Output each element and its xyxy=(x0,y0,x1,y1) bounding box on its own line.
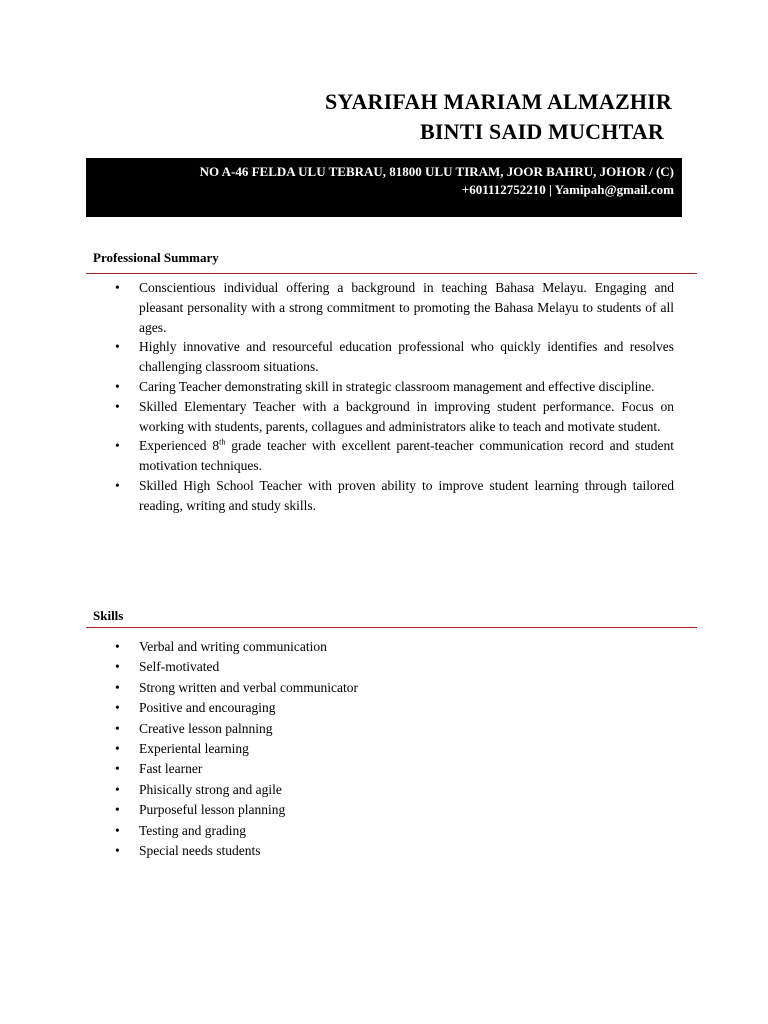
summary-item: • Skilled Elementary Teacher with a background in improving student performance. Focus on working with students, parents, collagues and administrators alike to teach and motivate student. xyxy=(139,397,674,437)
summary-list xyxy=(139,278,674,516)
contact-banner xyxy=(86,158,682,217)
skill-item: • Verbal and writing communication xyxy=(139,637,674,657)
name-line-2: BINTI SAID MUCHTAR xyxy=(420,119,664,144)
summary-item: • Skilled High School Teacher with proven ability to improve student learning through tailored reading, writing and study skills. xyxy=(139,476,674,516)
skill-item: • Creative lesson palnning xyxy=(139,719,674,739)
summary-item: • Caring Teacher demonstrating skill in strategic classroom management and effective discipline. xyxy=(139,377,674,397)
skill-item: • Experiental learning xyxy=(139,739,674,759)
skills-divider xyxy=(86,627,697,628)
summary-divider xyxy=(86,273,697,274)
skill-item: • Special needs students xyxy=(139,841,674,861)
skill-item: • Strong written and verbal communicator xyxy=(139,678,674,698)
summary-item xyxy=(139,436,674,476)
summary-item: • Highly innovative and resourceful education professional who quickly identifies and resolves challenging classroom situations. xyxy=(139,337,674,377)
skill-item: • Testing and grading xyxy=(139,821,674,841)
skills-heading: Skills xyxy=(93,608,124,623)
ordinal-suffix: th xyxy=(219,437,226,447)
skill-item: • Phisically strong and agile xyxy=(139,780,674,800)
skill-item: • Purposeful lesson planning xyxy=(139,800,674,820)
summary-item-text: grade teacher with excellent parent-teacher communication record and student motivation techniques. xyxy=(139,438,674,474)
skills-list xyxy=(139,637,674,861)
summary-heading: Professional Summary xyxy=(93,250,219,265)
skill-item: • Fast learner xyxy=(139,759,674,779)
skill-item: • Positive and encouraging xyxy=(139,698,674,718)
contact-phone-email: +601112752210 | Yamipah@gmail.com xyxy=(461,182,674,197)
contact-address: NO A-46 FELDA ULU TEBRAU, 81800 ULU TIRAM, JOOR BAHRU, JOHOR / (C) xyxy=(199,164,674,179)
summary-item-text: Experienced 8 xyxy=(139,438,220,454)
summary-item: • Conscientious individual offering a background in teaching Bahasa Melayu. Engaging and pleasant personality with a strong commitment to promoting the Bahasa Melayu to students of all ages. xyxy=(139,278,674,337)
skill-item: • Self-motivated xyxy=(139,657,674,677)
name-line-1: SYARIFAH MARIAM ALMAZHIR xyxy=(324,89,672,114)
